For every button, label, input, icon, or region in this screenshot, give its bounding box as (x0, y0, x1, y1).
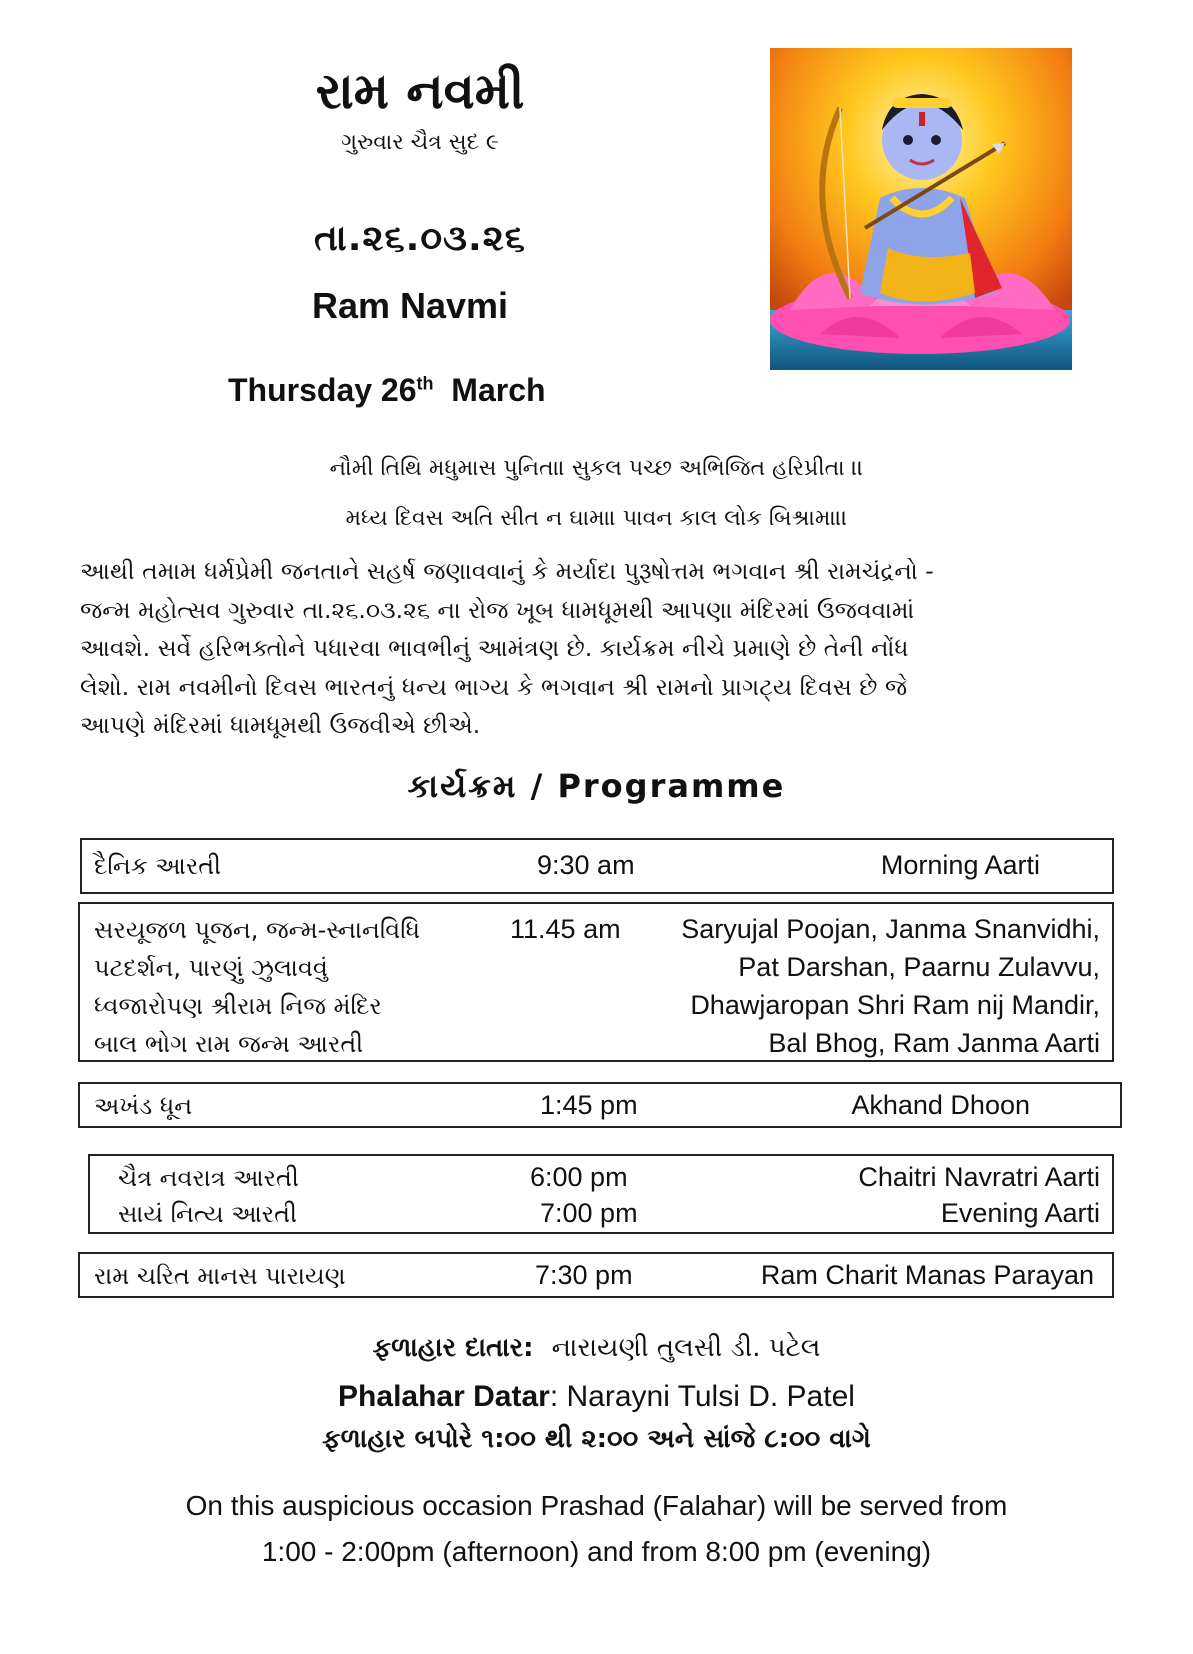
programme-item-time: 7:00 pm (540, 1198, 638, 1228)
programme-item-gujarati: દૈનિક આરતી (94, 852, 222, 880)
title-gujarati: રામ નવમી (315, 62, 525, 120)
day-suffix: th (416, 373, 434, 394)
bal-ram-picture (770, 48, 1072, 370)
programme-item-english: Bal Bhog, Ram Janma Aarti (768, 1028, 1100, 1058)
programme-heading: કાર્યક્રમ / Programme (407, 767, 786, 805)
date-gujarati: તા.૨૬.૦૩.૨૬ (314, 218, 526, 259)
date-english (228, 372, 546, 409)
programme-box-evening (88, 1154, 1114, 1234)
programme-box-janma (78, 902, 1114, 1062)
occasion-line-1: On this auspicious occasion Prashad (Falahar) will be served from (185, 1490, 1008, 1521)
programme-item-time: 9:30 am (537, 850, 635, 880)
verse-line-1: નૌમી તિથિ મધુમાસ પુનિતા। સુકલ પચ્છ અભિજિત હરિપ્રીતા ।। (329, 456, 864, 481)
phalahar-gujarati (100, 1333, 1093, 1364)
programme-item-gujarati: ધ્વજારોપણ શ્રીરામ નિજ મંદિર (94, 992, 382, 1020)
programme-item-english: Morning Aarti (880, 850, 1040, 880)
programme-item-time: 11.45 am (510, 914, 621, 944)
title-english: Ram Navmi (311, 285, 509, 326)
day-text: Thursday 26 (228, 372, 417, 408)
programme-item-gujarati: અખંડ ધૂન (94, 1092, 193, 1120)
programme-box-morning (80, 838, 1114, 894)
invitation-line: આપણે મંદિરમાં ધામધૂમથી ઉજવીએ છીએ. (80, 711, 481, 739)
programme-item-gujarati: ચૈત્ર નવરાત્ર આરતી (118, 1164, 299, 1192)
programme-box-dhoon (78, 1082, 1122, 1128)
programme-item-english: Akhand Dhoon (851, 1090, 1030, 1120)
programme-item-gujarati: બાલ ભોગ રામ જન્મ આરતી (94, 1030, 364, 1058)
programme-item-gujarati: પટદર્શન, પારણું ઝુલાવવું (94, 954, 328, 982)
invitation-line: જન્મ મહોત્સવ ગુરુવાર તા.૨૬.૦૩.૨૬ ના રોજ ખૂબ ધામધૂમથી આપણા મંદિરમાં ઉજવવામાં (80, 595, 915, 624)
phalahar-english-label: Phalahar Datar (338, 1380, 550, 1413)
invitation-line: આથી તમામ ધર્મપ્રેમી જનતાને સહર્ષ જણાવવાનું કે મર્યાદા પુરૂષોત્તમ ભગવાન શ્રી રામચંદ્રનો - (80, 557, 934, 585)
occasion-note (100, 1483, 1093, 1575)
programme-item-english: Evening Aarti (940, 1198, 1100, 1228)
programme-item-time: 7:30 pm (535, 1260, 633, 1290)
programme-item-time: 1:45 pm (540, 1090, 638, 1120)
invitation-line: આવશે. સર્વે હરિભક્તોને પધારવા ભાવભીનું આમંત્રણ છે. કાર્યક્રમ નીચે પ્રમાણે છે તેની નોંધ (80, 634, 909, 662)
invitation-line: લેશો. રામ નવમીનો દિવસ ભારતનું ધન્ય ભાગ્ય કે ભગવાન શ્રી રામનો પ્રાગટ્ય દિવસ છે જે (80, 672, 908, 701)
programme-item-english: Pat Darshan, Paarnu Zulavvu, (738, 952, 1100, 982)
invitation-paragraph (80, 552, 1125, 745)
programme-item-english: Dhawjaropan Shri Ram nij Mandir, (690, 990, 1100, 1020)
programme-item-english: Ram Charit Manas Parayan (760, 1260, 1094, 1290)
phalahar-timing-gujarati: ફળાહાર બપોરે ૧:૦૦ થી ૨:૦૦ અને સાંજે ૮:૦૦ વાગે (322, 1424, 871, 1454)
bal-ram-illustration (770, 48, 1072, 370)
programme-item-english: Chaitri Navratri Aarti (858, 1162, 1100, 1192)
programme-item-gujarati: રામ ચરિત માનસ પારાયણ (94, 1262, 346, 1290)
verse-line-2: મધ્ય દિવસ અતિ સીત ન ઘામા। પાવન કાલ લોક બિશ્રામા।। (345, 506, 848, 531)
programme-item-english: Saryujal Poojan, Janma Snanvidhi, (681, 914, 1100, 944)
day-month: March (451, 372, 546, 408)
phalahar-english (100, 1380, 1093, 1414)
phalahar-english-name: : Narayni Tulsi D. Patel (549, 1380, 855, 1413)
programme-box-parayan (78, 1252, 1114, 1298)
programme-item-time: 6:00 pm (530, 1162, 628, 1192)
phalahar-gujarati-label: ફળાહાર દાતાર: (372, 1333, 534, 1363)
phalahar-gujarati-name: નારાયણી તુલસી ડી. પટેલ (551, 1333, 821, 1363)
programme-item-gujarati: સાયં નિત્ય આરતી (118, 1200, 297, 1228)
subtitle-gujarati: ગુરુવાર ચૈત્ર સુદ ૯ (341, 130, 499, 155)
occasion-line-2: 1:00 - 2:00pm (afternoon) and from 8:00 pm (evening) (261, 1536, 932, 1567)
programme-item-gujarati: સરયૂજળ પૂજન, જન્મ-સ્નાનવિધિ (94, 916, 421, 944)
